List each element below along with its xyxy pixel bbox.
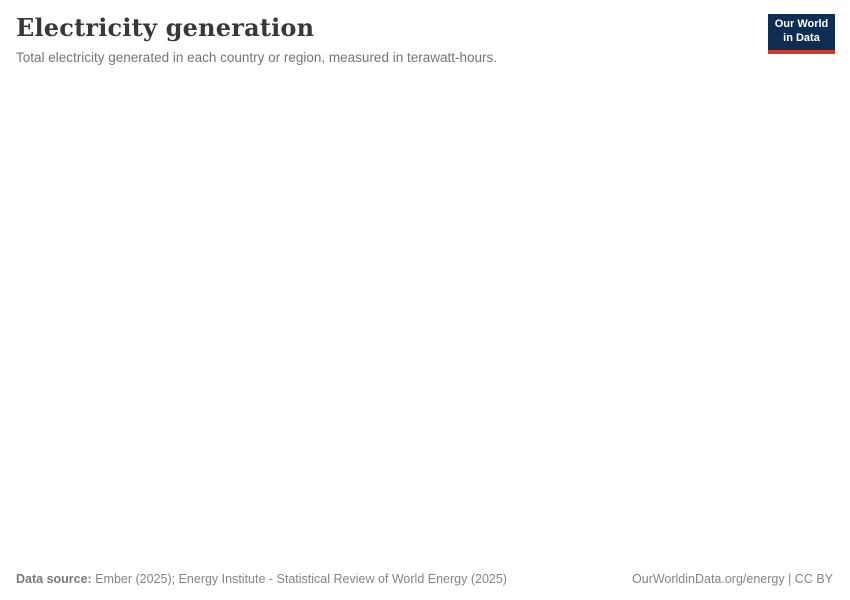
chart-plot-area-empty [0,80,850,555]
data-source-label: Data source: [16,572,92,586]
owid-attribution-link[interactable]: OurWorldinData.org/energy | CC BY [631,572,833,586]
data-source-line [16,572,507,587]
owid-logo-line1: Our World [774,18,829,31]
owid-logo-line2: in Data [783,32,820,44]
chart-header [16,14,750,66]
page-title: Electricity generation [16,13,315,42]
page-subtitle: Total electricity generated in each country or region, measured in terawatt-hours. [16,49,497,65]
data-source-text: Ember (2025); Energy Institute - Statistical Review of World Energy (2025) [91,572,507,586]
owid-logo[interactable] [768,14,835,54]
chart-footer [16,572,833,587]
